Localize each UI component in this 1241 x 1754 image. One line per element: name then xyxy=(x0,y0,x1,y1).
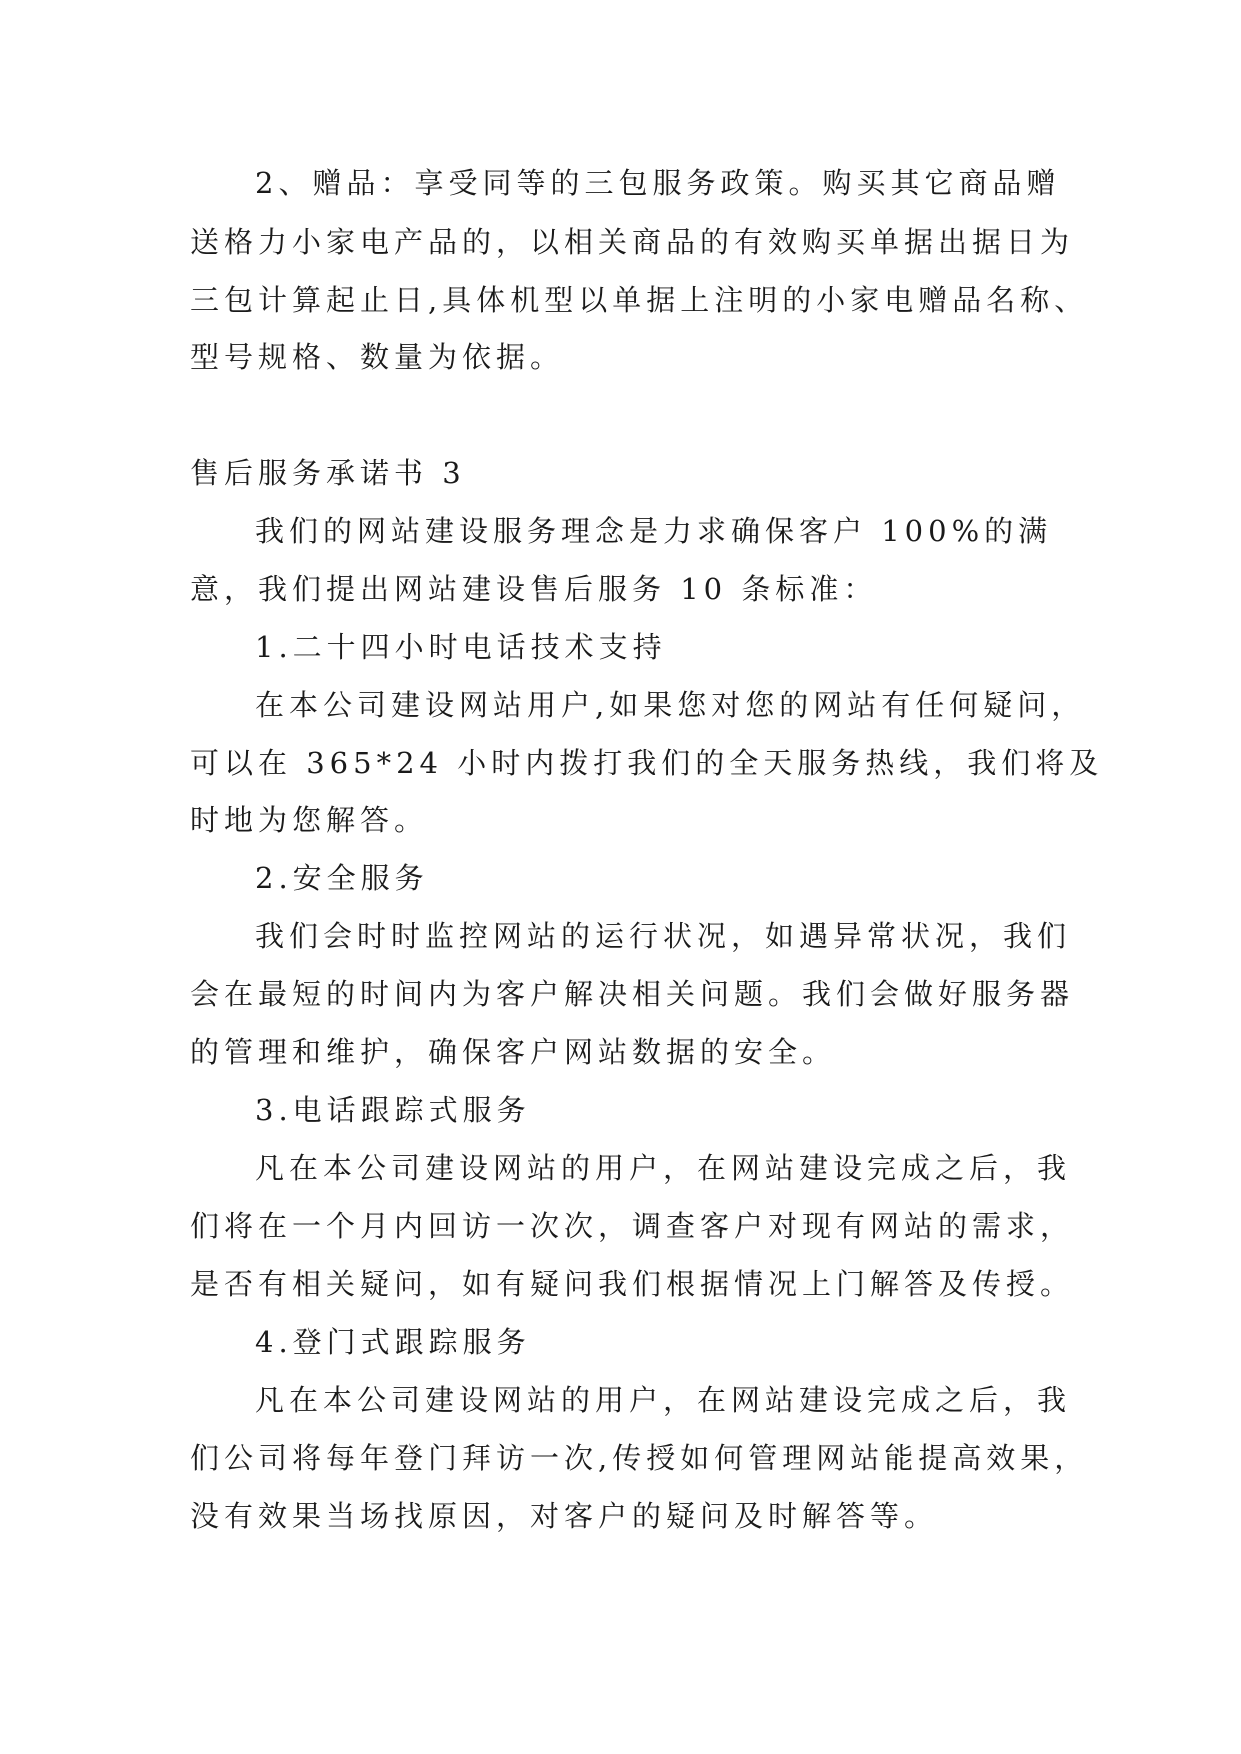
item-2-body-line-1: 我们会时时监控网站的运行状况，如遇异常状况，我们 xyxy=(255,919,1072,953)
item-3-heading: 3.电话跟踪式服务 xyxy=(255,1093,531,1127)
gift-paragraph-line-3: 三包计算起止日,具体机型以单据上注明的小家电赠品名称、 xyxy=(190,283,1089,317)
gift-paragraph-line-1: 2、赠品：享受同等的三包服务政策。购买其它商品赠 xyxy=(255,166,1061,200)
item-3-body-line-2: 们将在一个月内回访一次次，调查客户对现有网站的需求， xyxy=(190,1209,1075,1243)
intro-line-2: 意，我们提出网站建设售后服务 10 条标准： xyxy=(190,572,878,606)
item-2-body-line-2: 会在最短的时间内为客户解决相关问题。我们会做好服务器 xyxy=(190,977,1075,1011)
item-4-body-line-1: 凡在本公司建设网站的用户，在网站建设完成之后，我 xyxy=(255,1383,1072,1417)
item-1-body-line-2: 可以在 365*24 小时内拨打我们的全天服务热线，我们将及 xyxy=(190,746,1104,780)
item-4-body-line-3: 没有效果当场找原因，对客户的疑问及时解答等。 xyxy=(190,1499,939,1533)
item-3-body-line-3: 是否有相关疑问，如有疑问我们根据情况上门解答及传授。 xyxy=(190,1267,1075,1301)
item-1-heading: 1.二十四小时电话技术支持 xyxy=(255,630,667,664)
gift-paragraph-line-2: 送格力小家电产品的，以相关商品的有效购买单据出据日为 xyxy=(190,225,1075,259)
intro-line-1: 我们的网站建设服务理念是力求确保客户 100%的满 xyxy=(255,514,1053,548)
item-3-body-line-1: 凡在本公司建设网站的用户，在网站建设完成之后，我 xyxy=(255,1151,1072,1185)
item-1-body-line-3: 时地为您解答。 xyxy=(190,803,429,837)
item-2-heading: 2.安全服务 xyxy=(255,861,429,895)
item-2-body-line-3: 的管理和维护，确保客户网站数据的安全。 xyxy=(190,1035,837,1069)
section-title: 售后服务承诺书 3 xyxy=(190,456,466,490)
item-4-heading: 4.登门式跟踪服务 xyxy=(255,1325,531,1359)
gift-paragraph-line-4: 型号规格、数量为依据。 xyxy=(190,340,565,374)
item-4-body-line-2: 们公司将每年登门拜访一次,传授如何管理网站能提高效果， xyxy=(190,1441,1089,1475)
item-1-body-line-1: 在本公司建设网站用户,如果您对您的网站有任何疑问， xyxy=(255,688,1086,722)
